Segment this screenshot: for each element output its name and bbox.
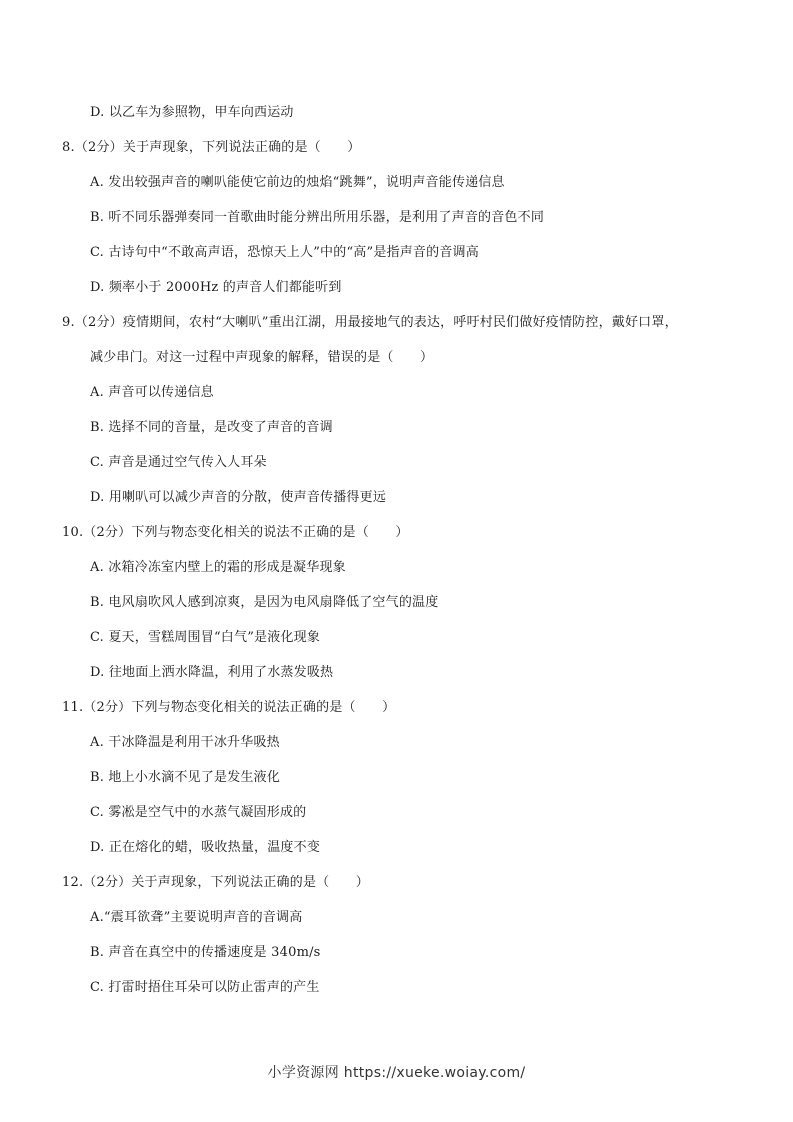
question-10-stem: 10.（2分）下列与物态变化相关的说法不正确的是（ ） bbox=[62, 525, 409, 540]
option-11-c: C. 雾凇是空气中的水蒸气凝固形成的 bbox=[90, 805, 307, 820]
option-8-d: D. 频率小于 2000Hz 的声音人们都能听到 bbox=[90, 280, 342, 295]
option-11-d: D. 正在熔化的蜡，吸收热量，温度不变 bbox=[90, 840, 321, 855]
option-9-d: D. 用喇叭可以减少声音的分散，使声音传播得更远 bbox=[90, 490, 387, 505]
option-12-a: A.“震耳欲聋”主要说明声音的音调高 bbox=[90, 910, 303, 925]
option-11-a: A. 干冰降温是利用干冰升华吸热 bbox=[90, 735, 280, 750]
option-9-a: A. 声音可以传递信息 bbox=[90, 385, 214, 400]
question-9-stem-cont: 减少串门。对这一过程中声现象的解释，错误的是（ ） bbox=[90, 350, 434, 365]
footer-watermark: 小学资源网 https://xueke.woiay.com/ bbox=[267, 1065, 526, 1081]
option-7-d: D. 以乙车为参照物，甲车向西运动 bbox=[90, 105, 294, 120]
question-9-stem: 9.（2分）疫情期间，农村“大喇叭”重出江湖，用最接地气的表达，呼吁村民们做好疫情防控，戴好口罩， bbox=[62, 315, 678, 330]
option-10-b: B. 电风扇吹风人感到凉爽，是因为电风扇降低了空气的温度 bbox=[90, 595, 439, 610]
question-12-stem: 12.（2分）关于声现象，下列说法正确的是（ ） bbox=[62, 875, 369, 890]
option-10-d: D. 往地面上洒水降温，利用了水蒸发吸热 bbox=[90, 665, 334, 680]
option-9-b: B. 选择不同的音量，是改变了声音的音调 bbox=[90, 420, 333, 435]
option-10-a: A. 冰箱冷冻室内壁上的霜的形成是凝华现象 bbox=[90, 560, 346, 575]
question-8-stem: 8.（2分）关于声现象，下列说法正确的是（ ） bbox=[62, 140, 361, 155]
option-12-c: C. 打雷时捂住耳朵可以防止雷声的产生 bbox=[90, 980, 320, 995]
option-9-c: C. 声音是通过空气传入人耳朵 bbox=[90, 455, 267, 470]
question-11-stem: 11.（2分）下列与物态变化相关的说法正确的是（ ） bbox=[62, 700, 396, 715]
option-8-b: B. 听不同乐器弹奏同一首歌曲时能分辨出所用乐器，是利用了声音的音色不同 bbox=[90, 210, 545, 225]
option-11-b: B. 地上小水滴不见了是发生液化 bbox=[90, 770, 281, 785]
option-8-c: C. 古诗句中“不敢高声语，恐惊天上人”中的“高”是指声音的音调高 bbox=[90, 245, 479, 260]
option-12-b: B. 声音在真空中的传播速度是 340m/s bbox=[90, 945, 321, 960]
option-8-a: A. 发出较强声音的喇叭能使它前边的烛焰“跳舞”，说明声音能传递信息 bbox=[90, 175, 505, 190]
option-10-c: C. 夏天，雪糕周围冒“白气”是液化现象 bbox=[90, 630, 321, 645]
